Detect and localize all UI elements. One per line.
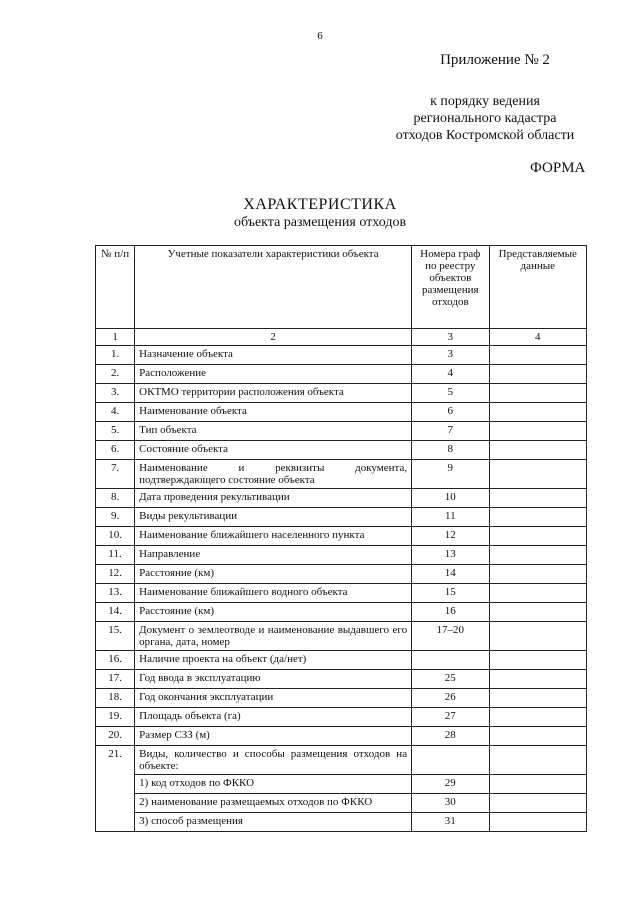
row-number: 21. xyxy=(96,746,135,832)
row-number: 19. xyxy=(96,708,135,727)
column-index: 4 xyxy=(489,329,587,346)
row-indicator: Расположение xyxy=(135,365,412,384)
appendix-reference xyxy=(380,93,590,144)
row-data-cell xyxy=(489,670,587,689)
subrow-indicator: 3) способ размещения xyxy=(135,813,412,832)
row-graph-number: 17–20 xyxy=(412,622,489,651)
row-indicator: Расстояние (км) xyxy=(135,603,412,622)
row-indicator: Наличие проекта на объект (да/нет) xyxy=(135,651,412,670)
row-data-cell xyxy=(489,689,587,708)
appendix-title: Приложение № 2 xyxy=(440,52,550,68)
row-number: 9. xyxy=(96,508,135,527)
table-row xyxy=(96,527,587,546)
table-row xyxy=(96,441,587,460)
row-number: 5. xyxy=(96,422,135,441)
header-num: № п/п xyxy=(96,246,135,329)
row-data-cell xyxy=(489,365,587,384)
row-data-cell xyxy=(489,622,587,651)
appendix-line: регионального кадастра xyxy=(413,111,557,126)
row-graph-number: 11 xyxy=(412,508,489,527)
row-number: 15. xyxy=(96,622,135,651)
row-graph-number: 16 xyxy=(412,603,489,622)
header-indicator: Учетные показатели характеристики объекта xyxy=(135,246,412,329)
table-row xyxy=(96,546,587,565)
document-subtitle: объекта размещения отходов xyxy=(233,215,407,230)
row-graph-number: 12 xyxy=(412,527,489,546)
row-data-cell xyxy=(489,746,587,775)
page-number: 6 xyxy=(317,30,323,42)
row-graph-number xyxy=(412,651,489,670)
row-data-cell xyxy=(489,727,587,746)
table-row xyxy=(96,584,587,603)
row-indicator: Год ввода в эксплуатацию xyxy=(135,670,412,689)
row-indicator: Площадь объекта (га) xyxy=(135,708,412,727)
table-header-row xyxy=(96,246,587,329)
row-indicator: Наименование и реквизиты документа, подтверждающего состояние объекта xyxy=(135,460,412,489)
row-indicator: Наименование ближайшего водного объекта xyxy=(135,584,412,603)
row-graph-number: 5 xyxy=(412,384,489,403)
table-row xyxy=(96,603,587,622)
row-indicator: Назначение объекта xyxy=(135,346,412,365)
row-data-cell xyxy=(489,460,587,489)
table-row xyxy=(96,346,587,365)
row-number: 18. xyxy=(96,689,135,708)
row-indicator: Год окончания эксплуатации xyxy=(135,689,412,708)
row-number: 20. xyxy=(96,727,135,746)
row-data-cell xyxy=(489,603,587,622)
subrow-graph-number: 31 xyxy=(412,813,489,832)
appendix-line: к порядку ведения xyxy=(430,94,540,109)
row-indicator: Виды, количество и способы размещения отходов на объекте: xyxy=(135,746,412,775)
row-indicator: Наименование объекта xyxy=(135,403,412,422)
row-indicator: Размер СЗЗ (м) xyxy=(135,727,412,746)
row-graph-number: 15 xyxy=(412,584,489,603)
subrow-indicator: 2) наименование размещаемых отходов по ФККО xyxy=(135,794,412,813)
column-index: 2 xyxy=(135,329,412,346)
table-subrow xyxy=(96,813,587,832)
row-indicator: Наименование ближайшего населенного пункта xyxy=(135,527,412,546)
row-graph-number: 13 xyxy=(412,546,489,565)
form-label: ФОРМА xyxy=(530,160,586,176)
row-indicator: Направление xyxy=(135,546,412,565)
row-graph-number: 7 xyxy=(412,422,489,441)
table-row xyxy=(96,651,587,670)
subrow-data-cell xyxy=(489,794,587,813)
table-body xyxy=(96,346,587,832)
table-row xyxy=(96,689,587,708)
table-row xyxy=(96,746,587,775)
row-indicator: Тип объекта xyxy=(135,422,412,441)
row-number: 3. xyxy=(96,384,135,403)
row-number: 17. xyxy=(96,670,135,689)
table-row xyxy=(96,622,587,651)
column-index-row xyxy=(96,329,587,346)
row-graph-number: 8 xyxy=(412,441,489,460)
row-graph-number: 14 xyxy=(412,565,489,584)
row-number: 1. xyxy=(96,346,135,365)
row-number: 13. xyxy=(96,584,135,603)
row-data-cell xyxy=(489,651,587,670)
row-graph-number xyxy=(412,746,489,775)
table-row xyxy=(96,508,587,527)
row-indicator: Дата проведения рекультивации xyxy=(135,489,412,508)
row-number: 11. xyxy=(96,546,135,565)
row-data-cell xyxy=(489,508,587,527)
row-data-cell xyxy=(489,422,587,441)
row-number: 4. xyxy=(96,403,135,422)
row-graph-number: 9 xyxy=(412,460,489,489)
table-row xyxy=(96,489,587,508)
row-number: 2. xyxy=(96,365,135,384)
row-indicator: Виды рекультивации xyxy=(135,508,412,527)
row-indicator: ОКТМО территории расположения объекта xyxy=(135,384,412,403)
row-graph-number: 26 xyxy=(412,689,489,708)
row-indicator: Расстояние (км) xyxy=(135,565,412,584)
row-data-cell xyxy=(489,584,587,603)
subrow-graph-number: 29 xyxy=(412,775,489,794)
column-index: 1 xyxy=(96,329,135,346)
table-subrow xyxy=(96,794,587,813)
row-data-cell xyxy=(489,489,587,508)
row-data-cell xyxy=(489,708,587,727)
header-data: Представляемые данные xyxy=(489,246,587,329)
row-graph-number: 27 xyxy=(412,708,489,727)
appendix-line: отходов Костромской области xyxy=(395,128,575,143)
row-graph-number: 28 xyxy=(412,727,489,746)
table-row xyxy=(96,384,587,403)
document-title: ХАРАКТЕРИСТИКА xyxy=(243,196,397,213)
row-graph-number: 25 xyxy=(412,670,489,689)
row-number: 7. xyxy=(96,460,135,489)
subrow-graph-number: 30 xyxy=(412,794,489,813)
column-index: 3 xyxy=(412,329,489,346)
row-graph-number: 6 xyxy=(412,403,489,422)
header-graph: Номера граф по реестру объектов размещения отходов xyxy=(412,246,489,329)
row-data-cell xyxy=(489,546,587,565)
table-subrow xyxy=(96,775,587,794)
row-data-cell xyxy=(489,565,587,584)
table-row xyxy=(96,708,587,727)
row-number: 6. xyxy=(96,441,135,460)
row-indicator: Документ о землеотводе и наименование выдавшего его органа, дата, номер xyxy=(135,622,412,651)
characteristics-table xyxy=(95,245,587,832)
row-data-cell xyxy=(489,403,587,422)
table-row xyxy=(96,365,587,384)
row-number: 10. xyxy=(96,527,135,546)
table-row xyxy=(96,422,587,441)
table-row xyxy=(96,670,587,689)
row-data-cell xyxy=(489,527,587,546)
table-row xyxy=(96,565,587,584)
row-graph-number: 10 xyxy=(412,489,489,508)
row-number: 8. xyxy=(96,489,135,508)
subrow-indicator: 1) код отходов по ФККО xyxy=(135,775,412,794)
table-row xyxy=(96,403,587,422)
row-graph-number: 4 xyxy=(412,365,489,384)
row-number: 16. xyxy=(96,651,135,670)
row-graph-number: 3 xyxy=(412,346,489,365)
row-number: 14. xyxy=(96,603,135,622)
row-data-cell xyxy=(489,384,587,403)
table-row xyxy=(96,460,587,489)
subrow-data-cell xyxy=(489,775,587,794)
row-data-cell xyxy=(489,346,587,365)
subrow-data-cell xyxy=(489,813,587,832)
table-row xyxy=(96,727,587,746)
row-data-cell xyxy=(489,441,587,460)
row-number: 12. xyxy=(96,565,135,584)
row-indicator: Состояние объекта xyxy=(135,441,412,460)
